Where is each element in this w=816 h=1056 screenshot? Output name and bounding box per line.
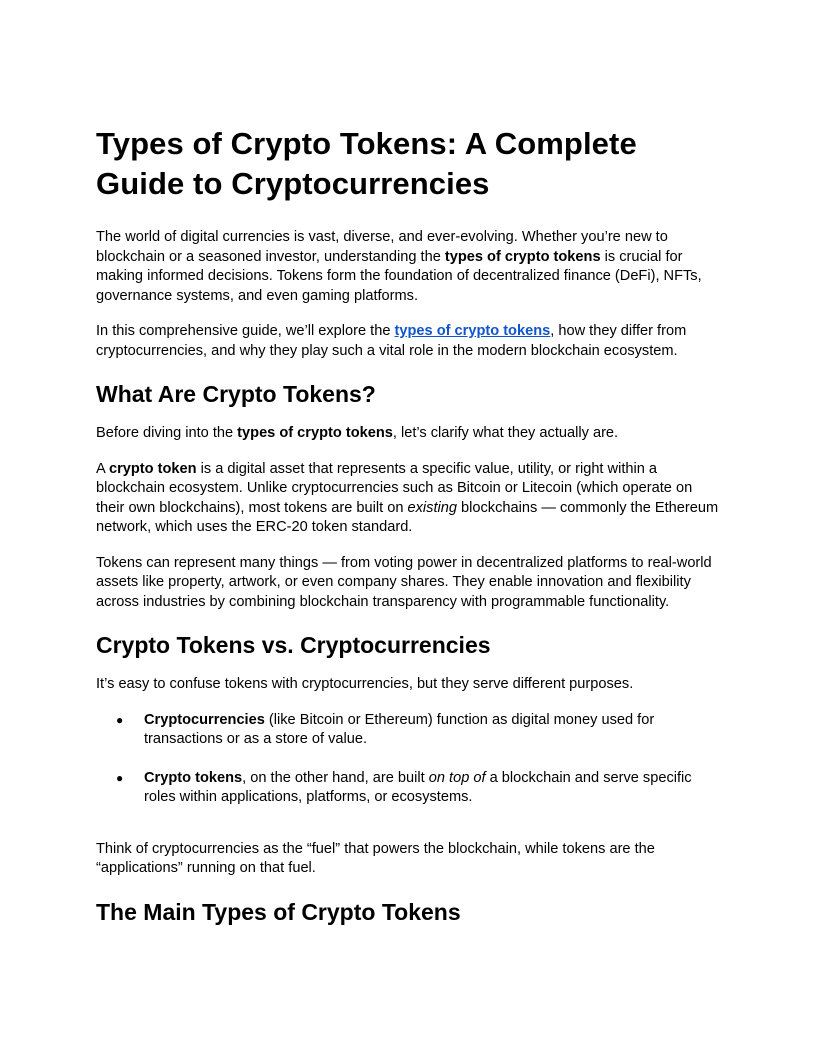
list-item [96,769,720,808]
section-heading-main-types: The Main Types of Crypto Tokens [96,898,461,925]
text-run: Before diving into the [96,425,238,441]
bold-text: types of crypto tokens [237,425,393,441]
text-run: , how they differ from cryptocurrencies, and why they play such a vital role in the modern blockchain ecosystem. [96,323,687,359]
italic-text: existing [407,499,457,516]
intro-paragraph-1 [96,228,720,306]
text-run: is a digital asset that represents a specific value, utility, or right within a blockchain ecosystem. Unlike cryptocurrencies such as Bitcoin or Litecoin (which operate on their own blockchains), most tokens are built on [96,460,693,516]
comparison-bullet-list [96,711,720,808]
text-run: , let’s clarify what they actually are. [392,425,619,441]
text-run: The world of digital currencies is vast, diverse, and ever-evolving. Whether you’re new to blockchain or a seasoned investor, understanding the [96,229,668,265]
bold-text: Cryptocurrencies [144,711,265,728]
text-run: is crucial for making informed decisions. Tokens form the foundation of decentralized finance (DeFi), NFTs, governance systems, and even gaming platforms. [96,248,702,304]
text-run: , on the other hand, are built [242,769,429,786]
text-run: (like Bitcoin or Ethereum) function as digital money used for transactions or as a store of value. [144,711,655,747]
section2-paragraph-2: Think of cryptocurrencies as the “fuel” that powers the blockchain, while tokens are the “applications” running on that fuel. [96,840,655,876]
bullet-icon: ● [116,712,124,727]
bold-text: types of crypto tokens [444,248,601,265]
document-page [96,124,720,942]
text-run: a blockchain and serve specific roles within applications, platforms, or ecosystems. [144,769,692,805]
section1-paragraph-3: Tokens can represent many things — from voting power in decentralized platforms to real-world assets like property, artwork, or even company shares. They enable innovation and flexibility across industries by combining blockchain transparency with programmable functionality. [96,554,712,610]
intro-paragraph-2 [96,322,720,361]
section2-paragraph-1: It’s easy to confuse tokens with cryptocurrencies, but they serve different purposes. [96,676,634,692]
bold-text: Crypto tokens [144,769,243,786]
types-of-crypto-tokens-link[interactable]: types of crypto tokens [394,323,551,339]
page-title: Types of Crypto Tokens: A Complete Guide to Cryptocurrencies [96,126,637,201]
text-run: A [96,460,109,477]
section1-paragraph-2 [96,460,720,538]
text-run: In this comprehensive guide, we’ll explore the [96,323,395,339]
section1-paragraph-1 [96,424,720,444]
bold-text: crypto token [108,460,197,477]
text-run: blockchains — commonly the Ethereum network, which uses the ERC-20 token standard. [96,499,719,535]
section-heading-what-are-crypto-tokens: What Are Crypto Tokens? [96,381,376,407]
italic-text: on top of [428,769,486,786]
list-item [96,711,720,750]
bullet-icon: ● [116,770,124,785]
section-heading-tokens-vs-cryptocurrencies: Crypto Tokens vs. Cryptocurrencies [96,632,491,658]
